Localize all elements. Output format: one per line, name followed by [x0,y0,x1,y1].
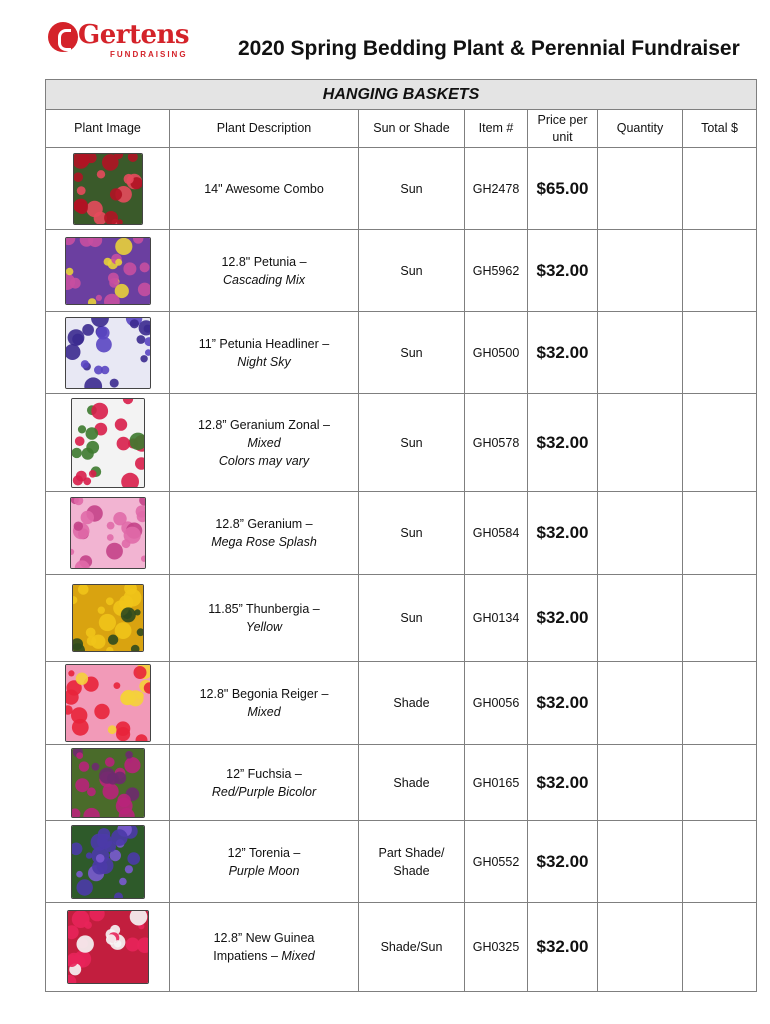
gertens-logo [48,20,188,60]
description-text: 11” Petunia Headliner – [198,336,330,351]
plant-description [170,575,359,662]
description-variety: Mixed [247,705,281,719]
description-text: 12.8” New Guinea [213,931,315,945]
plant-description [170,903,359,992]
table-row [46,394,757,492]
plant-description [170,662,359,745]
sun-or-shade [359,312,465,394]
item-number: GH0056 [465,662,528,745]
quantity-field[interactable] [598,903,683,992]
item-number: GH0134 [465,575,528,662]
description-variety: Mixed [247,435,281,450]
plant-image-cell [46,662,170,745]
table-row [46,492,757,575]
description-text: 12” Torenia – [227,845,301,860]
table-row [46,148,757,230]
sun-text: Part Shade/ [378,845,445,860]
plant-description [170,745,359,821]
sun-text: Shade [393,775,430,790]
petunia-night-sky-photo [65,317,151,389]
table-row [46,903,757,992]
quantity-field[interactable] [598,148,683,230]
column-header-item: Item # [465,110,528,148]
plant-description [170,821,359,903]
plant-image-cell [46,745,170,821]
quantity-field[interactable] [598,492,683,575]
sun-text: Shade [393,696,430,710]
description-text: 12.8" Petunia – [221,254,307,269]
fuchsia-photo [71,748,145,818]
item-number: GH0584 [465,492,528,575]
item-number: GH0325 [465,903,528,992]
mixed-red-basket-photo [73,153,143,225]
quantity-field[interactable] [598,821,683,903]
unit-price: $32.00 [528,745,598,821]
sun-text: Sun [400,611,423,625]
plant-image-cell [46,394,170,492]
price-header-line2: unit [552,129,573,144]
column-header-description: Plant Description [170,110,359,148]
description-text: 12.8" Begonia Reiger – [199,687,329,701]
plant-description [170,394,359,492]
sun-text: Sun [400,263,423,278]
unit-price: $32.00 [528,821,598,903]
sun-or-shade [359,230,465,312]
logo-wordmark: Gertens [78,20,190,50]
total-field[interactable] [683,312,757,394]
section-title: HANGING BASKETS [46,80,757,110]
item-number: GH5962 [465,230,528,312]
plant-image-cell [46,821,170,903]
total-field[interactable] [683,821,757,903]
description-text: 11.85” Thunbergia – [208,602,320,616]
description-text: 12.8” Geranium – [215,517,313,531]
plant-description [170,492,359,575]
sun-or-shade [359,662,465,745]
quantity-field[interactable] [598,575,683,662]
table-row [46,312,757,394]
unit-price: $32.00 [528,575,598,662]
table-row [46,230,757,312]
table-row [46,575,757,662]
new-guinea-impatiens-photo [67,910,149,984]
quantity-field[interactable] [598,745,683,821]
sun-text: Sun [400,345,423,360]
unit-price: $32.00 [528,492,598,575]
description-text: 12” Fuchsia – [226,766,302,781]
description-variety: Mega Rose Splash [211,535,317,549]
plant-image-cell [46,148,170,230]
quantity-field[interactable] [598,312,683,394]
item-number: GH2478 [465,148,528,230]
sun-text-line2: Shade [393,863,430,878]
item-number: GH0578 [465,394,528,492]
column-header-sun: Sun or Shade [359,110,465,148]
begonia-mixed-photo [65,664,151,742]
description-variety: Yellow [245,620,283,634]
plant-image-cell [46,492,170,575]
plant-image-cell [46,230,170,312]
sun-or-shade [359,492,465,575]
sun-text: Shade/Sun [380,940,443,954]
thunbergia-yellow-photo [72,584,144,652]
sun-or-shade [359,745,465,821]
total-field[interactable] [683,745,757,821]
total-field[interactable] [683,575,757,662]
quantity-field[interactable] [598,662,683,745]
plant-image-cell [46,312,170,394]
sun-text: Sun [400,181,423,196]
unit-price: $32.00 [528,394,598,492]
column-header-image: Plant Image [46,110,170,148]
description-text-line2: Impatiens – [213,949,282,963]
column-header-price [528,110,598,148]
sun-or-shade [359,394,465,492]
total-field[interactable] [683,148,757,230]
unit-price: $32.00 [528,662,598,745]
sun-or-shade [359,903,465,992]
description-variety: Cascading Mix [223,272,305,287]
table-row [46,821,757,903]
plant-image-cell [46,903,170,992]
item-number: GH0552 [465,821,528,903]
torenia-photo [71,825,145,899]
description-text: 14" Awesome Combo [204,181,324,196]
description-text: 12.8” Geranium Zonal – [197,417,330,432]
petunia-mix-photo [65,237,151,305]
unit-price: $32.00 [528,903,598,992]
table-row [46,745,757,821]
quantity-field[interactable] [598,230,683,312]
table-row [46,662,757,745]
unit-price: $32.00 [528,312,598,394]
plant-description [170,148,359,230]
sun-or-shade [359,575,465,662]
item-number: GH0165 [465,745,528,821]
total-field[interactable] [683,492,757,575]
unit-price: $32.00 [528,230,598,312]
quantity-field[interactable] [598,394,683,492]
column-header-total: Total $ [683,110,757,148]
plant-description [170,230,359,312]
plant-order-table [45,79,757,992]
price-header-line1: Price per [537,112,588,127]
logo-mark-icon [48,22,78,52]
unit-price: $65.00 [528,148,598,230]
description-variety: Night Sky [237,354,291,369]
total-field[interactable] [683,394,757,492]
total-field[interactable] [683,230,757,312]
total-field[interactable] [683,662,757,745]
sun-text: Sun [400,435,423,450]
sun-text: Sun [400,526,423,540]
geranium-rose-photo [70,497,146,569]
plant-description [170,312,359,394]
description-variety: Mixed [281,949,315,963]
logo-subtitle: FUNDRAISING [110,50,188,59]
plant-image-cell [46,575,170,662]
item-number: GH0500 [465,312,528,394]
description-variety: Purple Moon [228,863,300,878]
page-title: 2020 Spring Bedding Plant & Perennial Fundraiser [238,37,740,60]
sun-or-shade [359,821,465,903]
description-variety: Red/Purple Bicolor [211,784,317,799]
description-variety-line2: Colors may vary [218,453,310,468]
column-header-quantity: Quantity [598,110,683,148]
total-field[interactable] [683,903,757,992]
sun-or-shade [359,148,465,230]
geranium-zonal-photo [71,398,145,488]
